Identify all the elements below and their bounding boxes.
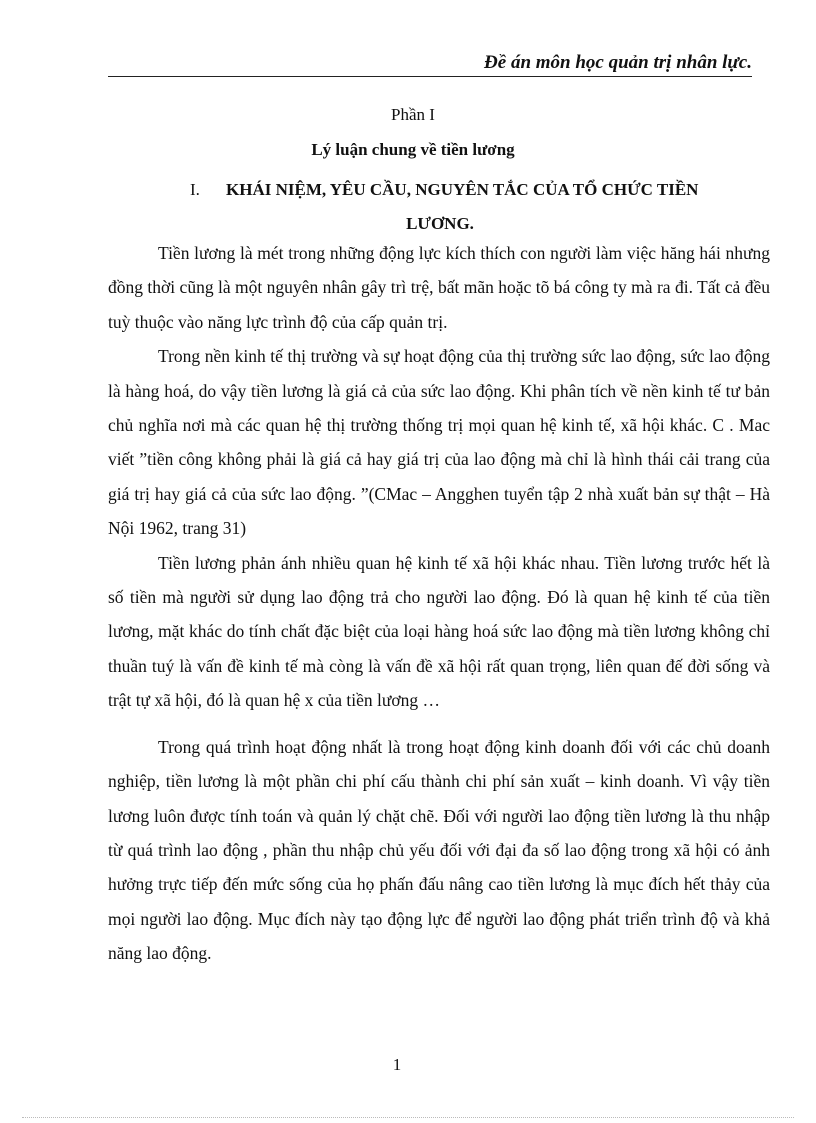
paragraph: Tiền lương là mét trong những động lực kích thích con người làm việc hăng hái nhưng đồng thời cũng là một nguyên nhân gây trì trệ, bất mãn hoặc tõ bá công ty mà ra đi. Tất cả đều tuỳ thuộc vào năng lực trình độ của cấp quản trị.	[108, 243, 770, 332]
section-number: I.	[190, 180, 200, 199]
header-rule	[108, 76, 752, 77]
section-title-line1: KHÁI NIỆM, YÊU CẦU, NGUYÊN TẮC CỦA TỔ CHỨC TIỀN	[226, 180, 699, 199]
section-heading	[190, 173, 720, 241]
part-label: Phần I	[391, 105, 435, 124]
page-number: 1	[392, 1055, 402, 1074]
footer-rule	[22, 1117, 794, 1118]
paragraph: Trong quá trình hoạt động nhất là trong hoạt động kinh doanh đối với các chủ doanh nghiệp, tiền lương là một phần chi phí cấu thành chi phí sản xuất – kinh doanh. Vì vậy tiền lương luôn được tính toán và quản lý chặt chẽ. Đối với người lao động tiền lương là thu nhập từ quá trình lao động , phần thu nhập chủ yếu đối với đại đa số lao động trong xã hội có ảnh hưởng trực tiếp đến mức sống của họ phấn đấu nâng cao tiền lương là mục đích hết thảy của mọi người lao động. Mục đích này tạo động lực để người lao động phát triển trình độ và khả năng lao động.	[108, 736, 770, 964]
section-title-line2: LƯƠNG.	[406, 214, 474, 233]
paragraph: Trong nền kinh tế thị trường và sự hoạt động của thị trường sức lao động, sức lao động là hàng hoá, do vậy tiền lương là giá cả của sức lao động. Khi phân tích về nền kinh tế tư bản chủ nghĩa nơi mà các quan hệ thị trường thống trị mọi quan hệ kinh tế, xã hội khác. C . Mac viết ”tiền công không phải là giá cả hay giá trị của lao động mà chỉ là hình thái cải trang của giá trị hay giá cả của sức lao động. ”(CMac – Angghen tuyển tập 2 nhà xuất bản sự thật – Hà Nội 1962, trang 31)	[108, 346, 770, 539]
paragraph: Tiền lương phản ánh nhiều quan hệ kinh tế xã hội khác nhau. Tiền lương trước hết là số tiền mà người sử dụng lao động trả cho người lao động. Đó là quan hệ kinh tế của tiền lương, mặt khác do tính chất đặc biệt của loại hàng hoá sức lao động mà tiền lương không chỉ thuần tuý là vấn đề kinh tế mà còng là vấn đề xã hội rất quan trọng, liên quan đế đời sống và trật tự xã hội, đó là quan hệ x của tiền lương …	[108, 552, 770, 711]
body-text	[108, 236, 770, 971]
running-header: Đề án môn học quản trị nhân lực.	[484, 52, 752, 73]
chapter-title: Lý luận chung về tiền lương	[311, 140, 515, 159]
